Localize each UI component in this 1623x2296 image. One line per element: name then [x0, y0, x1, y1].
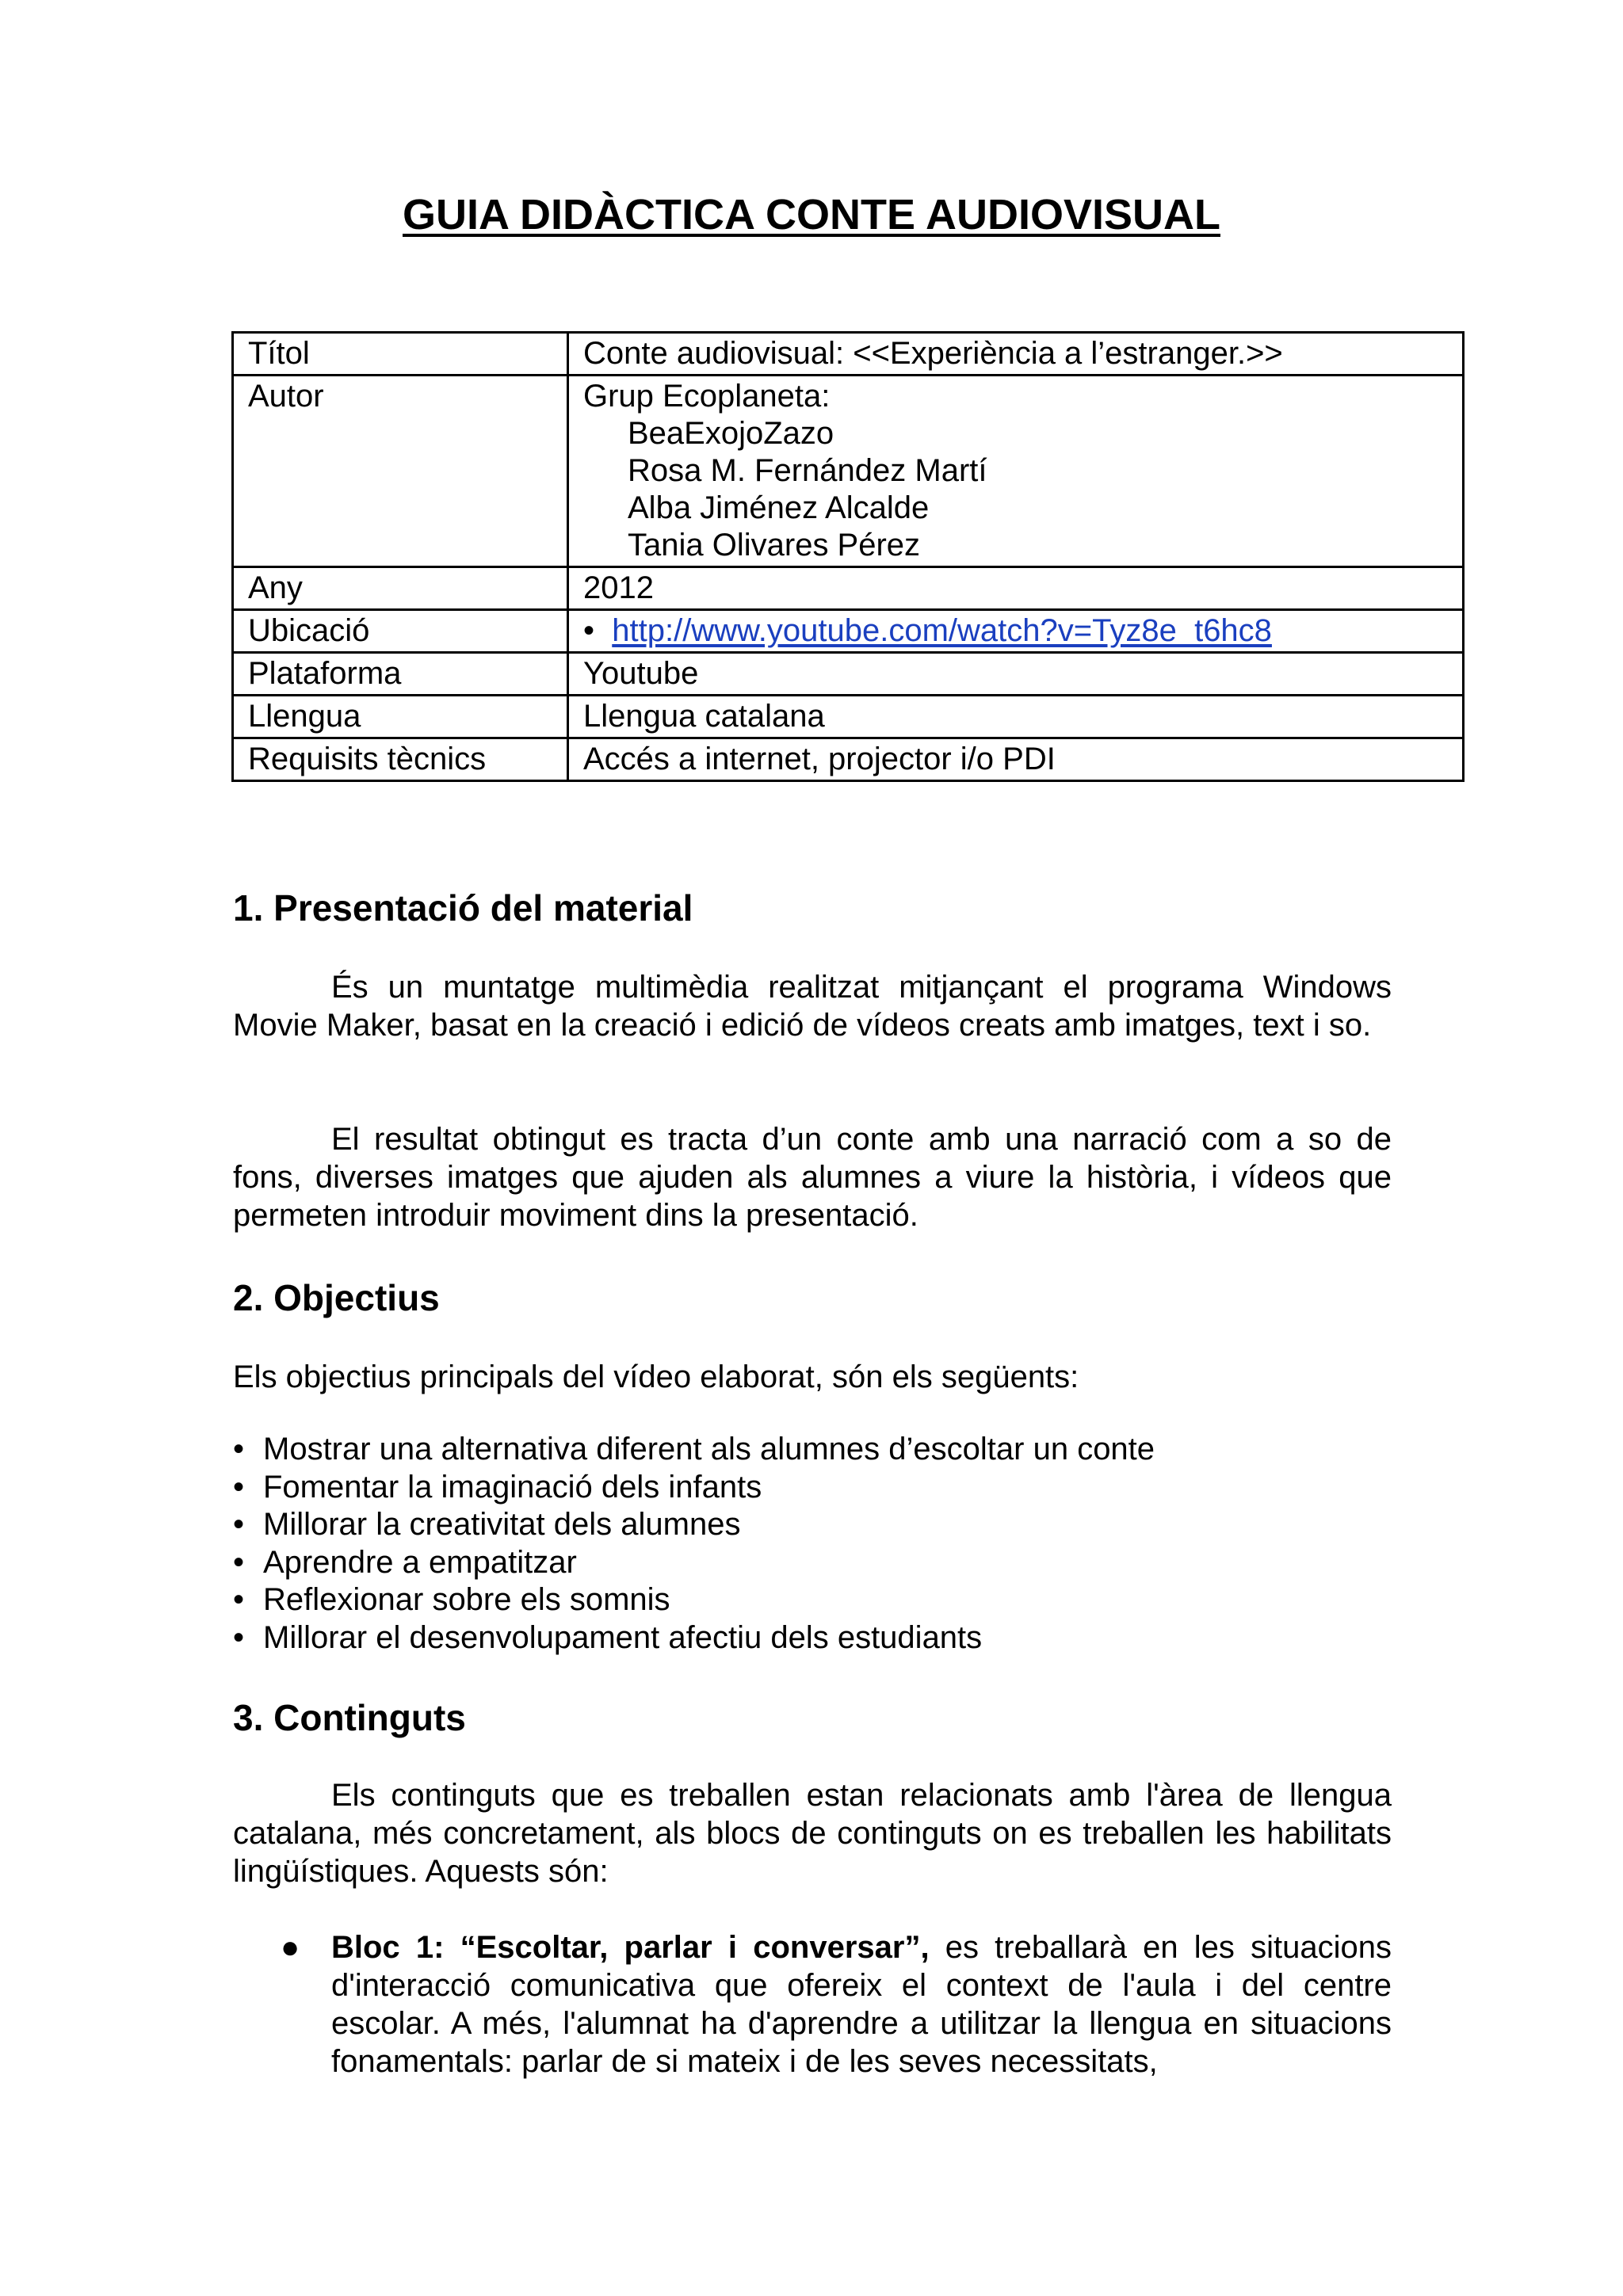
- author-item: Tania Olivares Pérez: [628, 528, 921, 563]
- row-value-autor: [568, 376, 1464, 567]
- table-row: [233, 333, 1464, 376]
- row-label-any: Any: [233, 567, 568, 610]
- row-value-ubicacio: [568, 610, 1464, 653]
- bloc1-item: [281, 1928, 1392, 2081]
- bullet-icon: ●: [281, 1930, 300, 1965]
- section2-heading: 2. Objectius: [233, 1277, 440, 1318]
- list-item: • Aprendre a empatitzar: [233, 1544, 1155, 1582]
- row-value-any: 2012: [568, 567, 1464, 610]
- section1-paragraph-1: És un muntatge multimèdia realitzat mitjançant el programa Windows Movie Maker, basat en la creació i edició de vídeos creats amb imatges, text i so.: [233, 970, 1392, 1043]
- author-item: Rosa M. Fernández Martí: [628, 453, 987, 488]
- list-item: • Fomentar la imaginació dels infants: [233, 1469, 1155, 1507]
- table-row: [233, 376, 1464, 567]
- table-row: [233, 738, 1464, 781]
- row-label-requisits: Requisits tècnics: [233, 738, 568, 781]
- list-item: • Mostrar una alternativa diferent als alumnes d’escoltar un conte: [233, 1431, 1155, 1469]
- row-label-plataforma: Plataforma: [233, 653, 568, 696]
- row-label-llengua: Llengua: [233, 696, 568, 738]
- table-row: [233, 653, 1464, 696]
- author-group: Grup Ecoplaneta:: [583, 379, 831, 414]
- author-list: [583, 415, 1448, 564]
- objectives-list: [233, 1431, 1155, 1657]
- section1-heading: 1. Presentació del material: [233, 887, 693, 929]
- author-item: BeaExojoZazo: [628, 416, 834, 451]
- row-value-plataforma: Youtube: [568, 653, 1464, 696]
- row-label-ubicacio: Ubicació: [233, 610, 568, 653]
- row-value-llengua: Llengua catalana: [568, 696, 1464, 738]
- youtube-link[interactable]: http://www.youtube.com/watch?v=Tyz8e_t6hc8: [612, 613, 1272, 648]
- section3-heading: 3. Continguts: [233, 1697, 466, 1738]
- row-label-titol: Títol: [233, 333, 568, 376]
- table-row: [233, 610, 1464, 653]
- section1-paragraph-2: El resultat obtingut es tracta d’un conte amb una narració com a so de fons, diverses imatges que ajuden als alumnes a viure la història, i vídeos que permeten introduir moviment dins la presentació.: [233, 1122, 1392, 1233]
- document-title-text: GUIA DIDÀCTICA CONTE AUDIOVISUAL: [403, 191, 1220, 238]
- row-value-titol: Conte audiovisual: <<Experiència a l’estranger.>>: [568, 333, 1464, 376]
- info-table: [231, 331, 1465, 782]
- list-item: • Millorar la creativitat dels alumnes: [233, 1506, 1155, 1544]
- section3-paragraph: Els continguts que es treballen estan relacionats amb l'àrea de llengua catalana, més concretament, als blocs de continguts on es treballen les habilitats lingüístiques. Aquests són:: [233, 1778, 1392, 1889]
- bloc1-text: [331, 1928, 1392, 2081]
- list-item: • Reflexionar sobre els somnis: [233, 1581, 1155, 1619]
- table-row: [233, 696, 1464, 738]
- list-item: • Millorar el desenvolupament afectiu dels estudiants: [233, 1619, 1155, 1657]
- table-row: [233, 567, 1464, 610]
- bloc1-body: es treballarà en les situacions d'interacció comunicativa que ofereix el context de l'aula i del centre escolar. A més, l'alumnat ha d'aprendre a utilitzar la llengua en situacions fonamentals: parlar de si mateix i de les seves necessitats,: [331, 1930, 1392, 2079]
- document-title: [0, 187, 1623, 242]
- row-value-requisits: Accés a internet, projector i/o PDI: [568, 738, 1464, 781]
- row-label-autor: Autor: [233, 376, 568, 567]
- author-item: Alba Jiménez Alcalde: [628, 490, 930, 525]
- bloc1-title: Bloc 1: “Escoltar, parlar i conversar”,: [331, 1930, 930, 1965]
- link-bullet: •: [583, 613, 595, 648]
- section2-intro: Els objectius principals del vídeo elaborat, són els següents:: [233, 1360, 1079, 1394]
